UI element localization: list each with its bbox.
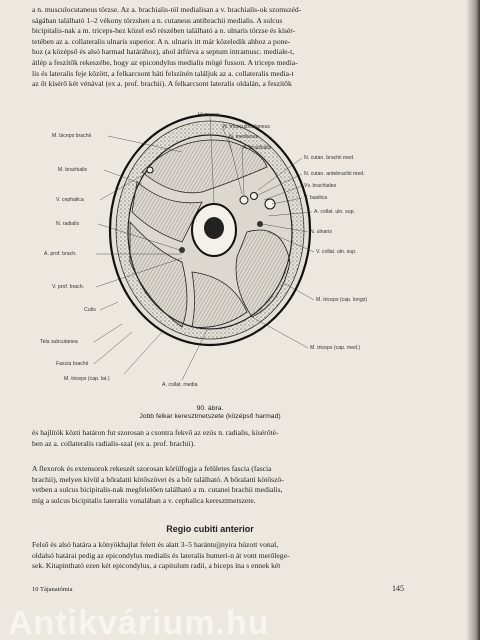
text-line: átlép a feszítők rekeszébe, hogy az epicondylus medialis mögé fusson. A triceps media- (32, 57, 298, 67)
text-line: ben az a. collateralis radialis-szal (ex a. prof. brachii). (32, 438, 196, 448)
label-vv-brachiales: Vv. brachiales (304, 183, 337, 189)
label-cephalica: V. cephalica (56, 197, 84, 203)
brachial-artery (240, 196, 248, 204)
figure-number: 90. ábra. (196, 405, 224, 412)
text-line: és hajlítók közti határon fut szorosan a csontra fekvő az ezös n. radialis, kísérőté- (32, 428, 279, 437)
label-a-collat-uln: A. collat. uln. sup. (314, 209, 355, 215)
text-line: A flexorok és extensorok rekeszét szorosan körülfogja a felületes fascia (fascia (32, 464, 272, 473)
label-n-ulnaris: N. ulnaris (310, 229, 332, 235)
label-brachialis-artery: A. brachialis (243, 145, 272, 151)
paragraph-intro (32, 5, 404, 90)
page-number: 145 (392, 584, 404, 593)
label-biceps: M. biceps brachii (52, 133, 91, 139)
text-line: míg a sulcus bicipitalis lateralis vonalában a v. cephalica keresztmetszete. (32, 495, 256, 505)
label-a-collat-media: A. collat. media (162, 382, 198, 388)
section-heading: Regio cubiti anterior (166, 524, 254, 534)
text-line: tetében az a. collateralis ulnaris superior. A n. ulnaris itt már közeledik ahhoz a pone- (32, 36, 291, 46)
figure-caption: Jobb felkar keresztmetszete (középső harmad) (139, 413, 281, 420)
label-brachialis: M. brachialis (58, 167, 88, 173)
label-triceps-long: M. triceps (cap. longs) (316, 297, 368, 303)
text-line: a n. musculocutaneus törzse. Az a. brachialis-tól medialisan a v. brachialis-ok szomszéd- (32, 5, 302, 14)
paragraph-radialis (32, 428, 404, 449)
label-a-prof-brach: A. prof. brach. (44, 251, 77, 257)
arm-cross-section-diagram (32, 112, 412, 414)
label-tela: Tela subcutanea (40, 339, 78, 345)
label-triceps-lat: M. triceps (cap. lat.) (64, 376, 110, 382)
watermark: Antikvárium.hu (8, 604, 270, 640)
text-line: oldalsó határai pedig az epicondylus medialis és lateralis humeri-n át vont merőlege- (32, 550, 290, 560)
text-line: vetben a sulcus bicipitalis-nak megfelelően található a m. cutanei brachii medialis, (32, 485, 283, 495)
paragraph-fascia (32, 464, 404, 506)
text-line: Felső és alsó határa a könyökhajlat felett és alatt 3–5 harántujjnyira húzott vonal, (32, 540, 279, 549)
label-v-basilica: V. basilica (304, 195, 328, 201)
cross-section-figure (32, 112, 412, 414)
text-line: hoz (a középső és alsó harmad határához), ahol átfúrva a septum intramusc. mediale-t, (32, 47, 295, 57)
bone-marrow (204, 217, 224, 239)
page-spine-shadow (466, 0, 480, 640)
paragraph-regio-cubiti (32, 540, 404, 572)
text-line: bicipitalis-nak a m. triceps-hez közel eső részében található a n. ulnaris törzse és kísér- (32, 26, 296, 36)
label-medianus: N. medianus (229, 134, 259, 140)
label-v-prof-brach: V. prof. brach. (52, 284, 85, 290)
text-line: lis és lateralis feje között, a felkarcsont háti felszínén találjuk az a. collateralis media-t (32, 68, 294, 78)
label-radialis: N. radialis (56, 221, 80, 227)
label-cutis: Cutis (84, 307, 96, 313)
footer-signature: 10 Tájanatómia (32, 586, 73, 593)
text-line: az őt kísérő két vénával (ex a. prof. brachii). A felkarcsont lateralis oldalán, a feszítők (32, 79, 292, 89)
text-line: brachii), melyen kívül a bőralatti kötőszövet és a bőr található. A bőralatti kötőszö- (32, 474, 284, 484)
basilic-vein (265, 199, 275, 209)
label-triceps-med: M. triceps (cap. med.) (310, 345, 361, 351)
text-line: ságában található 1–2 vékony törzshen a n. cutaneus antibrachii medialis. A sulcus (32, 15, 283, 25)
label-humerus: Humerus (198, 112, 220, 118)
label-n-cutan-brachii: N. cutan. brachii med. (304, 155, 355, 161)
label-musculocutaneus: N. musculocutaneus (223, 124, 270, 130)
label-n-cutan-antebrachii: N. cutan. antebrachii med. (304, 171, 365, 177)
text-line: sek. Kitapintható ezen két epicondylus, a capitulum radii, a biceps ína s ennek két (32, 561, 281, 571)
label-fascia: Fascia brachii (56, 361, 89, 367)
label-v-collat-uln: V. collat. uln. sup. (316, 249, 357, 255)
